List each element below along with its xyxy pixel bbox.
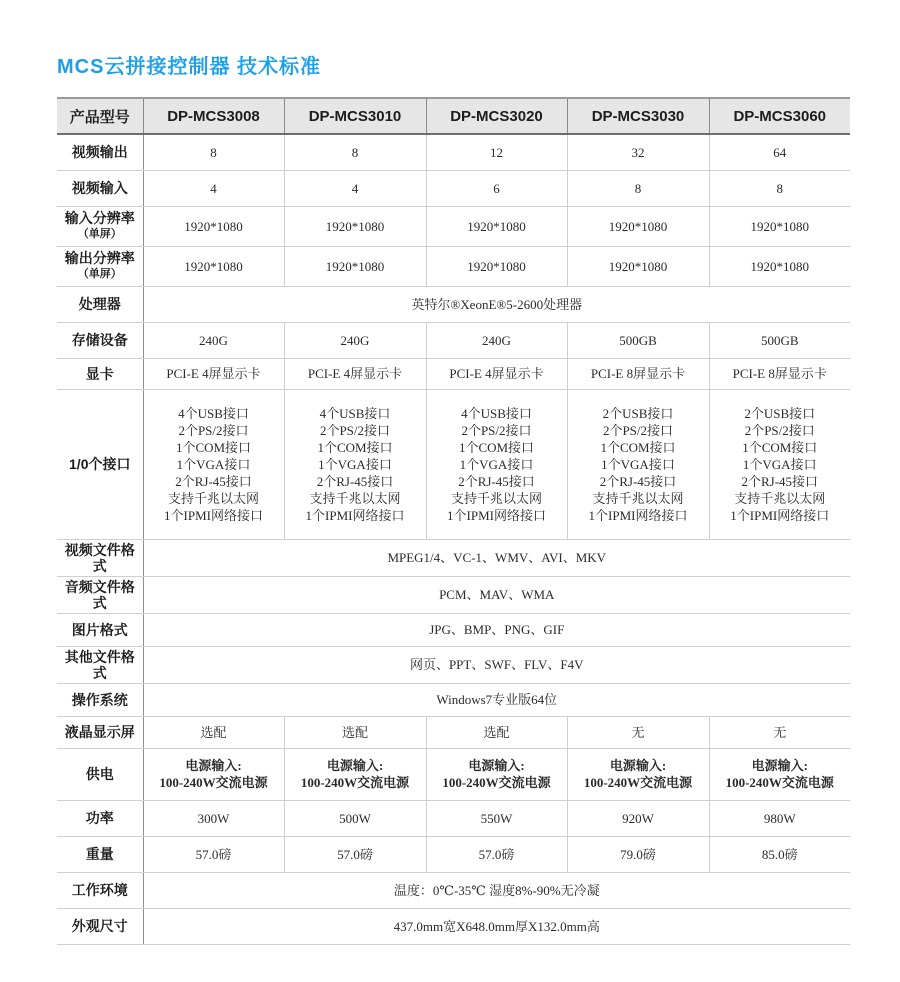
cell-line: 2个PS/2接口 bbox=[461, 422, 532, 438]
row-label: 供电 bbox=[85, 766, 114, 782]
spec-row bbox=[57, 646, 850, 683]
cell-value: 1920*1080 bbox=[143, 246, 284, 286]
spec-row bbox=[57, 748, 850, 800]
cell-value: 1920*1080 bbox=[284, 206, 426, 246]
row-label: 1/0个接口 bbox=[69, 456, 131, 472]
row-label-cell bbox=[57, 576, 143, 613]
page-title: MCS云拼接控制器 技术标准 bbox=[57, 56, 321, 78]
cell-line: 支持千兆以太网 bbox=[450, 490, 542, 506]
row-label: 功率 bbox=[85, 810, 114, 826]
cell-value: 1920*1080 bbox=[143, 206, 284, 246]
cell-line: 2个RJ-45接口 bbox=[599, 473, 677, 489]
cell-value: PCI-E 4屏显示卡 bbox=[426, 358, 567, 389]
cell-line: 支持千兆以太网 bbox=[167, 490, 259, 506]
cell-line: 2个USB接口 bbox=[744, 405, 816, 421]
cell-value bbox=[709, 748, 850, 800]
cell-line: 1个IPMI网络接口 bbox=[305, 507, 405, 523]
cell-line: 4个USB接口 bbox=[461, 405, 532, 421]
cell-value: 12 bbox=[426, 134, 567, 170]
spec-row bbox=[57, 613, 850, 646]
cell-line: 1个VGA接口 bbox=[318, 456, 392, 472]
row-header-label: 产品型号 bbox=[57, 98, 143, 134]
row-label: 视频输入 bbox=[71, 180, 128, 196]
cell-line: 2个PS/2接口 bbox=[178, 422, 249, 438]
cell-line: 100-240W交流电源 bbox=[583, 775, 693, 790]
cell-line: 100-240W交流电源 bbox=[725, 775, 834, 790]
cell-line: 4个USB接口 bbox=[319, 405, 391, 421]
cell-value bbox=[567, 389, 709, 539]
row-label: 输出分辨率 bbox=[64, 250, 135, 266]
cell-value: 240G bbox=[284, 322, 426, 358]
cell-value bbox=[284, 748, 426, 800]
model-header: DP-MCS3060 bbox=[709, 98, 850, 134]
cell-value: 选配 bbox=[284, 716, 426, 748]
cell-value bbox=[143, 389, 284, 539]
row-label: 输入分辨率 bbox=[64, 210, 135, 226]
spec-row bbox=[57, 246, 850, 286]
row-sublabel: （单屏） bbox=[77, 268, 122, 280]
cell-value: PCI-E 8屏显示卡 bbox=[709, 358, 850, 389]
spec-row bbox=[57, 908, 850, 944]
model-header: DP-MCS3008 bbox=[143, 98, 284, 134]
cell-value: 8 bbox=[567, 170, 709, 206]
cell-value: 920W bbox=[567, 800, 709, 836]
cell-value: 8 bbox=[284, 134, 426, 170]
cell-value: 4 bbox=[143, 170, 284, 206]
row-label: 音频文件格式 bbox=[64, 578, 135, 611]
cell-line: 1个COM接口 bbox=[742, 439, 818, 455]
row-label: 图片格式 bbox=[71, 621, 128, 638]
cell-value: 300W bbox=[143, 800, 284, 836]
cell-value: 温度：0℃-35℃ 湿度8%-90%无冷凝 bbox=[143, 872, 850, 908]
row-label-cell bbox=[57, 836, 143, 872]
spec-row bbox=[57, 286, 850, 322]
table-header bbox=[57, 98, 850, 134]
cell-value: 437.0mm宽X648.0mm厚X132.0mm高 bbox=[143, 908, 850, 944]
cell-line: 支持千兆以太网 bbox=[309, 490, 401, 506]
cell-line: 1个COM接口 bbox=[600, 439, 676, 455]
cell-value: 79.0磅 bbox=[567, 836, 709, 872]
spec-table bbox=[57, 97, 850, 945]
cell-value: PCI-E 4屏显示卡 bbox=[143, 358, 284, 389]
row-label-cell bbox=[57, 358, 143, 389]
cell-line: 1个IPMI网络接口 bbox=[730, 507, 830, 523]
cell-value: 1920*1080 bbox=[567, 246, 709, 286]
cell-line: 1个VGA接口 bbox=[742, 456, 817, 472]
cell-value bbox=[567, 748, 709, 800]
cell-line: 2个USB接口 bbox=[602, 405, 674, 421]
row-label-cell bbox=[57, 908, 143, 944]
row-label: 存储设备 bbox=[71, 332, 128, 348]
spec-row bbox=[57, 389, 850, 539]
cell-value: 网页、PPT、SWF、FLV、F4V bbox=[143, 646, 850, 683]
model-header: DP-MCS3020 bbox=[426, 98, 567, 134]
cell-value bbox=[426, 748, 567, 800]
row-sublabel: （单屏） bbox=[77, 228, 122, 240]
spec-row bbox=[57, 716, 850, 748]
row-label-cell bbox=[57, 539, 143, 576]
cell-line: 1个VGA接口 bbox=[459, 456, 534, 472]
cell-value: 980W bbox=[709, 800, 850, 836]
cell-line: 1个COM接口 bbox=[175, 439, 252, 455]
cell-line: 电源输入: bbox=[185, 758, 242, 773]
row-label-cell bbox=[57, 800, 143, 836]
row-label-cell bbox=[57, 286, 143, 322]
cell-value: 4 bbox=[284, 170, 426, 206]
cell-value: 57.0磅 bbox=[426, 836, 567, 872]
cell-line: 2个PS/2接口 bbox=[744, 422, 815, 438]
cell-value: 英特尔®XeonE®5-2600处理器 bbox=[143, 286, 850, 322]
row-label-cell bbox=[57, 134, 143, 170]
row-label: 工作环境 bbox=[71, 882, 128, 898]
cell-line: 电源输入: bbox=[609, 758, 667, 773]
spec-row bbox=[57, 206, 850, 246]
cell-value: 500W bbox=[284, 800, 426, 836]
cell-line: 2个PS/2接口 bbox=[319, 422, 391, 438]
row-label-cell bbox=[57, 322, 143, 358]
cell-line: 1个IPMI网络接口 bbox=[164, 507, 263, 523]
row-label: 显卡 bbox=[85, 365, 114, 382]
cell-line: 2个RJ-45接口 bbox=[316, 473, 394, 489]
cell-value: PCI-E 4屏显示卡 bbox=[284, 358, 426, 389]
cell-value: JPG、BMP、PNG、GIF bbox=[143, 613, 850, 646]
cell-value: 500GB bbox=[567, 322, 709, 358]
spec-row bbox=[57, 800, 850, 836]
cell-value: 240G bbox=[426, 322, 567, 358]
cell-value: 无 bbox=[567, 716, 709, 748]
cell-value: 550W bbox=[426, 800, 567, 836]
row-label: 操作系统 bbox=[71, 691, 128, 708]
cell-value: 8 bbox=[143, 134, 284, 170]
spec-row bbox=[57, 322, 850, 358]
cell-value: 500GB bbox=[709, 322, 850, 358]
spec-row bbox=[57, 576, 850, 613]
cell-value: PCM、MAV、WMA bbox=[143, 576, 850, 613]
cell-line: 电源输入: bbox=[468, 758, 525, 773]
cell-value: 1920*1080 bbox=[284, 246, 426, 286]
cell-value: 选配 bbox=[426, 716, 567, 748]
cell-line: 1个IPMI网络接口 bbox=[447, 507, 546, 523]
cell-line: 1个COM接口 bbox=[458, 439, 535, 455]
cell-line: 100-240W交流电源 bbox=[159, 775, 268, 790]
cell-value: 57.0磅 bbox=[284, 836, 426, 872]
row-label-cell bbox=[57, 872, 143, 908]
cell-line: 100-240W交流电源 bbox=[442, 775, 551, 790]
cell-value bbox=[143, 748, 284, 800]
spec-row bbox=[57, 358, 850, 389]
row-label-cell bbox=[57, 389, 143, 539]
cell-value: 选配 bbox=[143, 716, 284, 748]
cell-value: 85.0磅 bbox=[709, 836, 850, 872]
cell-value bbox=[426, 389, 567, 539]
row-label: 视频文件格式 bbox=[64, 541, 135, 574]
row-label-cell bbox=[57, 170, 143, 206]
model-header: DP-MCS3030 bbox=[567, 98, 709, 134]
cell-line: 2个RJ-45接口 bbox=[175, 473, 252, 489]
cell-line: 2个RJ-45接口 bbox=[741, 473, 819, 489]
spec-row bbox=[57, 539, 850, 576]
cell-value: 1920*1080 bbox=[567, 206, 709, 246]
row-label: 处理器 bbox=[78, 296, 121, 312]
cell-value: 1920*1080 bbox=[709, 246, 850, 286]
spec-row bbox=[57, 134, 850, 170]
cell-value: 57.0磅 bbox=[143, 836, 284, 872]
cell-value bbox=[284, 389, 426, 539]
cell-line: 1个VGA接口 bbox=[601, 456, 675, 472]
row-label-cell bbox=[57, 683, 143, 716]
cell-value: Windows7专业版64位 bbox=[143, 683, 850, 716]
cell-value bbox=[709, 389, 850, 539]
row-label-cell bbox=[57, 613, 143, 646]
spec-row bbox=[57, 836, 850, 872]
cell-line: 1个COM接口 bbox=[317, 439, 393, 455]
cell-value: 240G bbox=[143, 322, 284, 358]
cell-value: MPEG1/4、VC-1、WMV、AVI、MKV bbox=[143, 539, 850, 576]
row-label: 视频输出 bbox=[71, 144, 128, 161]
cell-value: 8 bbox=[709, 170, 850, 206]
table-body bbox=[57, 134, 850, 944]
row-label-cell bbox=[57, 246, 143, 286]
row-label-cell bbox=[57, 716, 143, 748]
cell-value: 6 bbox=[426, 170, 567, 206]
cell-line: 100-240W交流电源 bbox=[300, 775, 410, 790]
cell-value: 1920*1080 bbox=[709, 206, 850, 246]
cell-value: 1920*1080 bbox=[426, 246, 567, 286]
cell-line: 2个PS/2接口 bbox=[602, 422, 674, 438]
cell-line: 1个IPMI网络接口 bbox=[588, 507, 688, 523]
cell-line: 电源输入: bbox=[326, 758, 384, 773]
model-header: DP-MCS3010 bbox=[284, 98, 426, 134]
cell-value: 64 bbox=[709, 134, 850, 170]
cell-line: 2个RJ-45接口 bbox=[458, 473, 535, 489]
row-label-cell bbox=[57, 646, 143, 683]
cell-line: 电源输入: bbox=[751, 758, 808, 773]
cell-line: 支持千兆以太网 bbox=[592, 490, 684, 506]
row-label-cell bbox=[57, 206, 143, 246]
spec-row bbox=[57, 872, 850, 908]
row-label: 重量 bbox=[85, 846, 114, 862]
row-label: 液晶显示屏 bbox=[64, 724, 135, 740]
cell-value: 32 bbox=[567, 134, 709, 170]
spec-row bbox=[57, 683, 850, 716]
row-label-cell bbox=[57, 748, 143, 800]
cell-line: 4个USB接口 bbox=[178, 405, 249, 421]
cell-line: 支持千兆以太网 bbox=[734, 490, 826, 506]
spec-row bbox=[57, 170, 850, 206]
header-row bbox=[57, 98, 850, 134]
row-label: 外观尺寸 bbox=[71, 918, 128, 934]
cell-line: 1个VGA接口 bbox=[176, 456, 251, 472]
cell-value: PCI-E 8屏显示卡 bbox=[567, 358, 709, 389]
row-label: 其他文件格式 bbox=[64, 648, 135, 681]
cell-value: 1920*1080 bbox=[426, 206, 567, 246]
cell-value: 无 bbox=[709, 716, 850, 748]
